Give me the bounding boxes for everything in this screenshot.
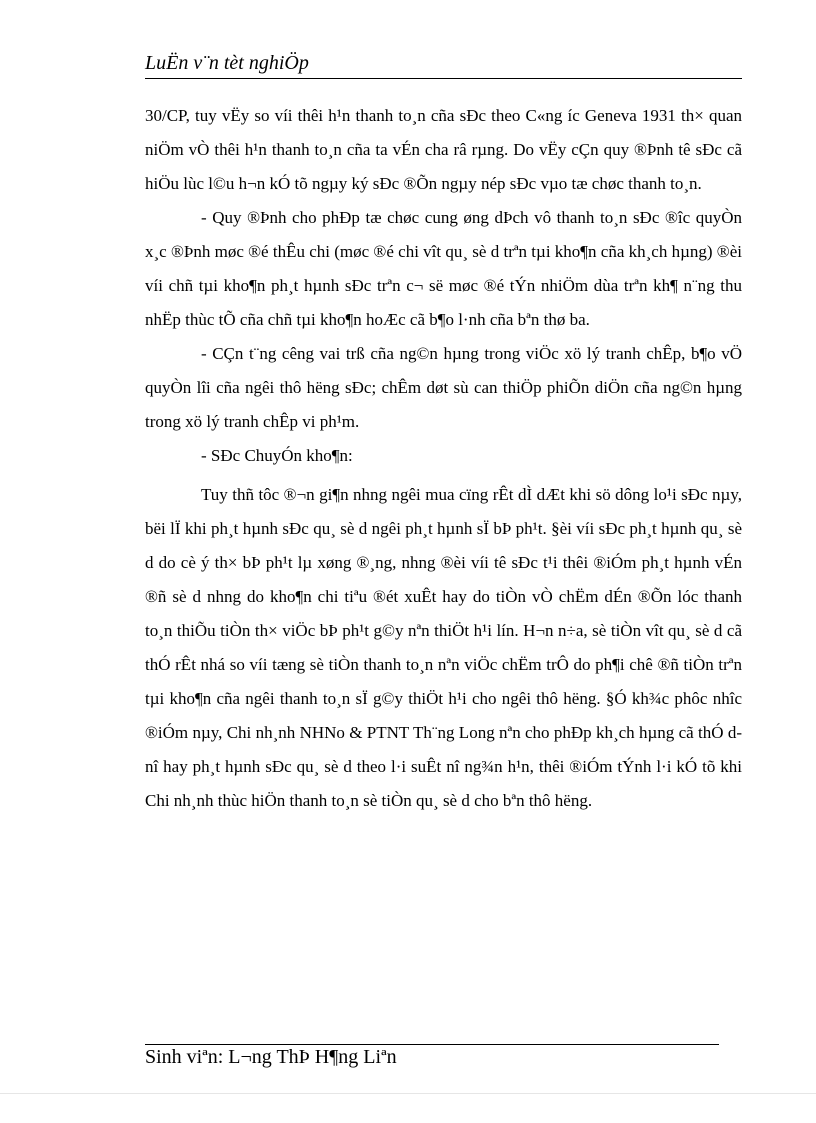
section-heading-cheque-transfer: - SÐc ChuyÓn kho¶n: [201,446,353,465]
header-divider [145,78,742,79]
paragraph-4: Tuy thñ tôc ®¬n gi¶n nhng ngêi mua cïng rÊt dÌ dÆt khi sö dông lo¹i sÐc nµy, bëi lÏ khi ph¸t hµnh sÐc qu¸ sè d ngêi ph¸t hµnh sÏ bÞ ph¹t. §èi víi sÐc ph¸t hµnh qu¸ sè d do cè ý th× bÞ ph¹t lµ xøng ®¸ng, nhng ®èi víi tê sÐc t¹i thêi ®iÓm ph¸t hµnh vÉn ®ñ sè d nhng do kho¶n chi tiªu ®ét xuÊt hay do tiÒn vÒ chËm dÉn ®Õn lóc thanh to¸n thiÕu tiÒn th× viÖc bÞ ph¹t g©y nªn thiÖt h¹i lín. H¬n n÷a, sè tiÒn vît qu¸ sè d cã thÓ rÊt nhá so víi tæng sè tiÒn thanh to¸n nªn viÖc chËm trÔ do ph¶i chê ®ñ tiÒn trªn tµi kho¶n cña ngêi thanh to¸n sÏ g©y thiÖt h¹i cho ngêi thô hëng. §Ó kh¾c phôc nhîc ®iÓm nµy, Chi nh¸nh NHNo & PTNT Th¨ng Long nªn cho phÐp kh¸ch hµng cã thÓ d nî hay ph¸t hµnh sÐc qu¸ sè d theo l·i suÊt nî ng¾n h¹n, thêi ®iÓm tÝnh l·i kÓ tõ khi Chi nh¸nh thùc hiÖn thanh to¸n sè tiÒn qu¸ sè d cho bªn thô hëng. [145,485,742,810]
page-edge [0,1093,816,1094]
paragraph-1: 30/CP, tuy vËy so víi thêi h¹n thanh to¸n cña sÐc theo C«ng íc Geneva 1931 th× quan niÖm vÒ thêi h¹n thanh to¸n cña ta vÉn cha râ rµng. Do vËy cÇn quy ®Þnh tê sÐc cã hiÖu lùc l©u h¬n kÓ tõ ngµy ký sÐc ®Õn ngµy nép sÐc vµo tæ chøc thanh to¸n. [145,106,742,193]
page-footer-author: Sinh viªn: L¬ng ThÞ H¶ng Liªn [145,1046,397,1068]
paragraph-3: - CÇn t¨ng cêng vai trß cña ng©n hµng trong viÖc xö lý tranh chÊp, b¶o vÖ quyÒn lîi cña ngêi thô hëng sÐc; chÊm døt sù can thiÖp phiÕn diÖn cña ng©n hµng trong xö lý tranh chÊp vi ph¹m. [145,344,742,431]
paragraph-2: - Quy ®Þnh cho phÐp tæ chøc cung øng dÞch vô thanh to¸n sÐc ®îc quyÒn x¸c ®Þnh møc ®é thÊu chi (møc ®é chi vît qu¸ sè d trªn tµi kho¶n cña kh¸ch hµng) ®èi víi chñ tµi kho¶n ph¸t hµnh sÐc trªn c¬ së møc ®é tÝn nhiÖm dùa trªn kh¶ n¨ng thu nhËp thùc tÕ cña chñ tµi kho¶n hoÆc cã b¶o l·nh cña bªn thø ba. [145,208,742,329]
footer-divider [145,1044,719,1045]
document-body [145,99,742,818]
page-header-title: LuËn v¨n tèt nghiÖp [145,52,309,74]
